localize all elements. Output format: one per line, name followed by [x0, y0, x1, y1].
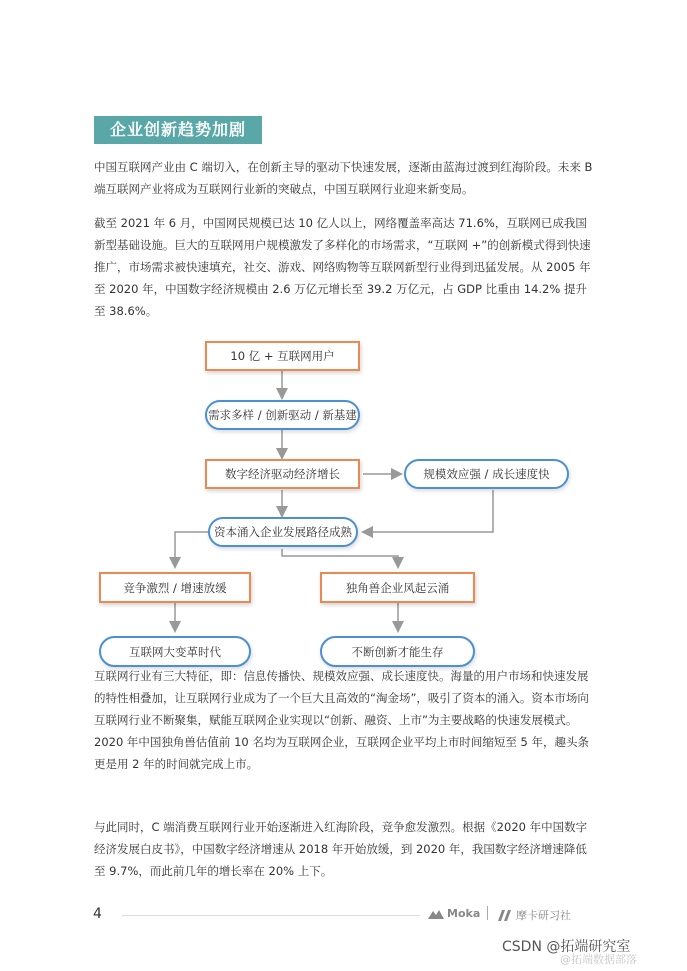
moka-logo — [428, 907, 480, 920]
paragraph-slowdown: 与此同时，C 端消费互联网行业开始逐渐进入红海阶段，竞争愈发激烈。根据《2020 年中国数字经济发展白皮书》，中国数字经济增速从 2018 年开始放缓，到 2020 年，我国数字经济增速降低至 9.7%，而此前几年的增长率在 20% 上下。 — [94, 820, 588, 878]
faint-watermark: @拓端数据部落 — [560, 953, 637, 966]
arrow-scale-to-capital — [364, 490, 493, 532]
section-title: 企业创新趋势加剧 — [94, 116, 262, 144]
moka-mountain-icon — [428, 909, 444, 919]
node-unicorns: 独角兽企业风起云涌 — [320, 572, 475, 603]
node-internet-era: 互联网大变革时代 — [99, 636, 251, 667]
node-internet-users: 10 亿 + 互联网用户 — [205, 341, 360, 371]
partner-logo-text: 摩卡研习社 — [516, 909, 571, 922]
node-demand-innovation: 需求多样 / 创新驱动 / 新基建 — [205, 400, 360, 430]
footer-divider — [122, 915, 420, 916]
csdn-watermark: CSDN @拓端研究室 — [502, 939, 631, 955]
partner-logo-icon — [498, 910, 512, 921]
node-scale-growth: 规模效应强 / 成长速度快 — [404, 459, 569, 489]
node-capital-inflow: 资本涌入企业发展路径成熟 — [208, 517, 358, 547]
logo-separator — [487, 906, 488, 920]
paragraph-intro: 中国互联网产业由 C 端切入，在创新主导的驱动下快速发展，逐渐由蓝海过渡到红海阶段。未来 B 端互联网产业将成为互联网行业新的突破点，中国互联网行业迎来新变局。 — [94, 160, 593, 196]
node-competition: 竞争激烈 / 增速放缓 — [99, 572, 251, 603]
paragraph-characteristics: 互联网行业有三大特征，即：信息传播快、规模效应强、成长速度快。海量的用户市场和快速发展的特性相叠加，让互联网行业成为了一个巨大且高效的“淘金场”，吸引了资本的涌入。资本市场向互联网行业不断聚集，赋能互联网企业实现以“创新、融资、上市”为主要战略的快速发展模式。2020 年中国独角兽估值前 10 名均为互联网企业，互联网企业平均上市时间缩短至 5 年，趣头条更是用 2 年的时间就完成上市。 — [94, 669, 589, 771]
node-keep-innovating: 不断创新才能生存 — [320, 636, 475, 667]
moka-logo-text: Moka — [447, 907, 481, 920]
arrow-capital-to-competition — [175, 532, 210, 566]
partner-logo — [498, 907, 571, 923]
page-number: 4 — [93, 906, 102, 922]
arrow-capital-to-unicorn — [282, 549, 398, 566]
node-digital-economy: 数字经济驱动经济增长 — [205, 459, 360, 489]
paragraph-statistics: 截至 2021 年 6 月，中国网民规模已达 10 亿人以上，网络覆盖率高达 71.6%，互联网已成我国新型基础设施。巨大的互联网用户规模激发了多样化的市场需求，“互联网 +”的创新模式得到快速推广，市场需求被快速填充，社交、游戏、网络购物等互联网新型行业得到迅猛发展。从 2005 年至 2020 年，中国数字经济规模由 2.6 万亿元增长至 39.2 万亿元，占 GDP 比重由 14.2% 提升至 38.6%。 — [94, 216, 591, 318]
